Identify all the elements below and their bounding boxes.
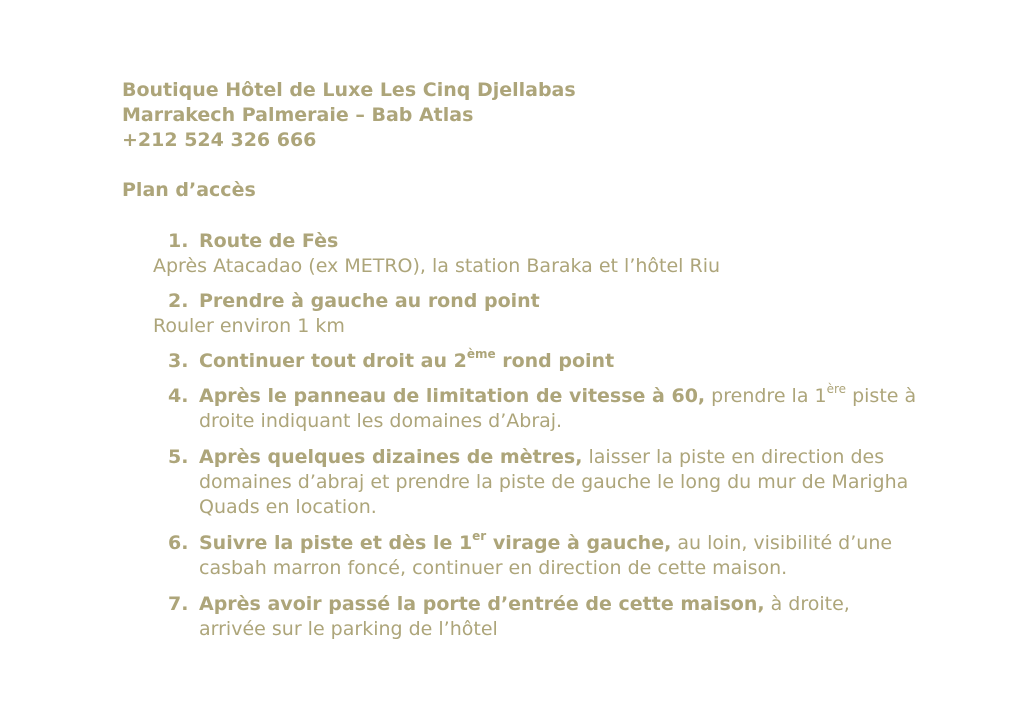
step-text bbox=[199, 289, 969, 314]
step-text bbox=[199, 381, 959, 434]
step-detail: Rouler environ 1 km bbox=[153, 315, 345, 337]
plan-title: Plan d’accès bbox=[122, 179, 256, 201]
step-detail: Après Atacadao (ex METRO), la station Baraka et l’hôtel Riu bbox=[153, 255, 721, 277]
step-body-continued: piste à droite indiquant les domaines d’Abraj. bbox=[199, 385, 917, 432]
step-superscript: er bbox=[472, 528, 487, 543]
step-bold-continued: virage à gauche, bbox=[486, 532, 672, 554]
hotel-phone: +212 524 326 666 bbox=[122, 129, 317, 151]
step-body: au loin, visibilité d’une casbah marron foncé, continuer en direction de cette maison. bbox=[199, 532, 893, 579]
step-number: 2. bbox=[168, 290, 189, 312]
step-body: laisser la piste en direction des domaines d’abraj et prendre la piste de gauche le long du mur de Marigha Quads en location. bbox=[199, 446, 909, 518]
hotel-header bbox=[122, 78, 576, 153]
step-text bbox=[199, 229, 969, 254]
step-bold: Suivre la piste et dès le 1 bbox=[199, 532, 473, 554]
step-number: 3. bbox=[168, 350, 189, 372]
step-text bbox=[199, 445, 947, 520]
step-bold: Route de Fès bbox=[199, 230, 339, 252]
step-bold: Après le panneau de limitation de vitesse à 60, bbox=[199, 385, 706, 407]
step-bold: Après avoir passé la porte d’entrée de cette maison, bbox=[199, 593, 765, 615]
step-number: 1. bbox=[168, 230, 189, 252]
step-bold: Après quelques dizaines de mètres, bbox=[199, 446, 583, 468]
step-number: 4. bbox=[168, 385, 189, 407]
step-bold-continued: rond point bbox=[495, 350, 615, 372]
step-number: 7. bbox=[168, 593, 189, 615]
step-body: à droite, arrivée sur le parking de l’hôtel bbox=[199, 593, 850, 640]
step-text bbox=[199, 528, 959, 581]
step-superscript: ème bbox=[466, 346, 496, 361]
hotel-name: Boutique Hôtel de Luxe Les Cinq Djellabas bbox=[122, 79, 576, 101]
hotel-location: Marrakech Palmeraie – Bab Atlas bbox=[122, 104, 474, 126]
step-bold: Prendre à gauche au rond point bbox=[199, 290, 540, 312]
step-text bbox=[199, 346, 969, 374]
step-superscript: ère bbox=[826, 381, 847, 396]
step-text bbox=[199, 592, 911, 642]
step-number: 5. bbox=[168, 446, 189, 468]
step-bold: Continuer tout droit au 2 bbox=[199, 350, 467, 372]
step-number: 6. bbox=[168, 532, 189, 554]
step-body: prendre la 1 bbox=[705, 385, 827, 407]
